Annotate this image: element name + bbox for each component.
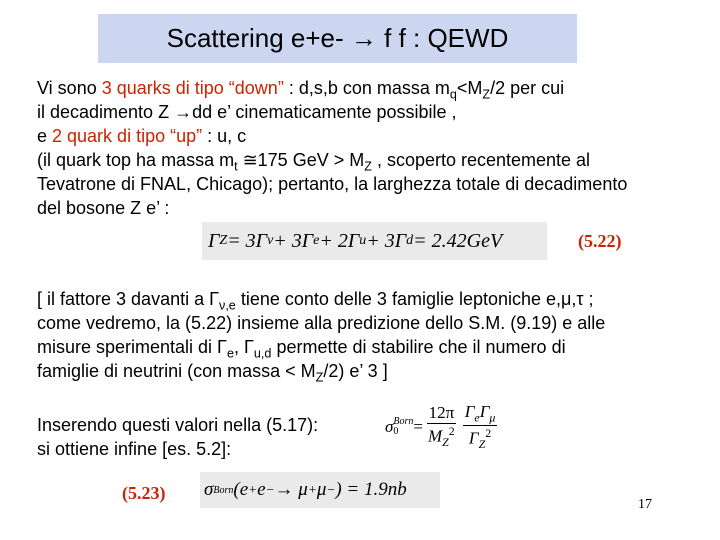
para1-line5: Tevatrone di FNAL, Chicago); pertanto, la larghezza totale di decadimento	[37, 174, 628, 194]
para1-l1-c: <M	[456, 78, 483, 98]
para1-l3-red: 2 quark di tipo “up”	[52, 126, 203, 146]
para3-line1: Inserendo questi valori nella (5.17):	[37, 415, 319, 435]
eq523-body2: e	[257, 479, 266, 500]
sigma-frac2	[463, 402, 498, 452]
eq522-f: = 2.42GeV	[413, 229, 503, 252]
eq522-sub-d: d	[406, 233, 414, 248]
slide-title-text: Scattering e+e- → f f : QEWD	[166, 23, 509, 53]
page-number: 17	[638, 497, 652, 512]
sigma-frac1	[426, 403, 457, 450]
frac1-den-sub: Z	[442, 435, 449, 450]
para2-l1-b: tiene conto delle 3 famiglie leptoniche e,μ,τ ;	[235, 289, 594, 309]
frac2-den-sub: Z	[478, 437, 486, 452]
eq523-sup-p2: +	[307, 482, 317, 497]
equation-5-22	[202, 222, 547, 260]
para2-l1-a: [ il fattore 3 davanti a Γ	[37, 289, 220, 309]
eq523-sup-m: −	[265, 482, 275, 497]
frac1-den: M	[427, 427, 443, 447]
eq522-c: + 3Γ	[273, 229, 314, 252]
frac2-den-sup: 2	[485, 426, 492, 441]
para1-l1-red: 3 quarks di tipo “down”	[101, 78, 284, 98]
sigma-sub: 0	[393, 426, 399, 437]
eq523-sigma: σ	[204, 479, 214, 500]
frac2-num-sub1: e	[474, 410, 480, 425]
eq523-sup-p: +	[248, 482, 258, 497]
para2-l3-sub2: u,d	[253, 346, 272, 361]
eq523-arrow: → μ	[274, 479, 308, 500]
sigma-sup: Born	[393, 416, 414, 427]
para1-l1-d: /2 per cui	[490, 78, 565, 98]
eq522-sub-nu: ν	[267, 233, 274, 248]
para2-l3-sub: e	[226, 346, 234, 361]
slide-title	[98, 14, 577, 63]
para1-line3	[37, 125, 246, 147]
eq523-body3: μ	[316, 479, 327, 500]
para2-line2: come vedremo, la (5.22) insieme alla predizione dello S.M. (9.19) e alle	[37, 313, 606, 333]
para1-l3-a: e	[37, 126, 53, 146]
para2-l3-b: , Γ	[234, 337, 254, 357]
para1-l1-b: : d,s,b con massa m	[283, 78, 450, 98]
frac2-num-sub2: μ	[489, 410, 496, 425]
frac2-num-b: Γ	[479, 401, 490, 421]
eq523-body: (e	[233, 479, 249, 500]
eq523-sup-m2: −	[326, 482, 336, 497]
sigma-symbol: σ	[385, 417, 394, 436]
frac1-den-sup: 2	[448, 424, 455, 439]
para1-l4-sub: t	[234, 159, 238, 174]
para1-l1-sub2: Z	[482, 87, 491, 102]
equation-number-5-23: (5.23)	[122, 483, 166, 503]
eq522-b: = 3Γ	[227, 229, 268, 252]
eq522-sub-u: u	[359, 233, 367, 248]
para2-l4-sub: Z	[315, 370, 324, 385]
para1-l4-b: ≅175 GeV > M	[237, 150, 365, 170]
para1-l4-a: (il quark top ha massa m	[37, 150, 235, 170]
para2-l3-a: misure sperimentali di Γ	[37, 337, 227, 357]
para1-l4-sub2: Z	[364, 159, 372, 174]
equation-number-5-22: (5.22)	[578, 231, 622, 251]
para1-l4-c: , scoperto recentemente al	[371, 150, 591, 170]
para2-line4	[37, 360, 388, 389]
para3-line2: si ottiene infine [es. 5.2]:	[37, 439, 232, 459]
sigma-eq: =	[413, 417, 423, 436]
para1-line6: del bosone Z e’ :	[37, 198, 170, 218]
frac2-den: Γ	[468, 428, 479, 448]
equation-5-23	[200, 472, 440, 508]
para1-l1-sub: q	[449, 87, 457, 102]
eq523-sup: Born	[213, 484, 234, 496]
eq522-a: Γ	[208, 229, 220, 252]
eq522-sub-z: Z	[219, 233, 228, 248]
eq523-end: ) = 1.9nb	[335, 479, 407, 500]
para2-l4-a: famiglie di neutrini (con massa < M	[37, 361, 316, 381]
frac1-num: 12π	[428, 403, 455, 423]
para2-l4-b: /2) e’ 3 ]	[323, 361, 388, 381]
frac2-num-a: Γ	[464, 401, 475, 421]
para1-line2: il decadimento Z →dd e’ cinematicamente possibile ,	[37, 102, 457, 122]
para1-l3-b: : u, c	[202, 126, 247, 146]
eq522-sub-e: e	[313, 233, 320, 248]
para1-l1-a: Vi sono	[37, 78, 102, 98]
equation-sigma-born	[385, 398, 520, 456]
eq522-d: + 2Γ	[319, 229, 360, 252]
para2-l1-sub: ν,e	[219, 298, 236, 313]
para2-l3-c: permette di stabilire che il numero di	[271, 337, 566, 357]
eq522-e: + 3Γ	[366, 229, 407, 252]
